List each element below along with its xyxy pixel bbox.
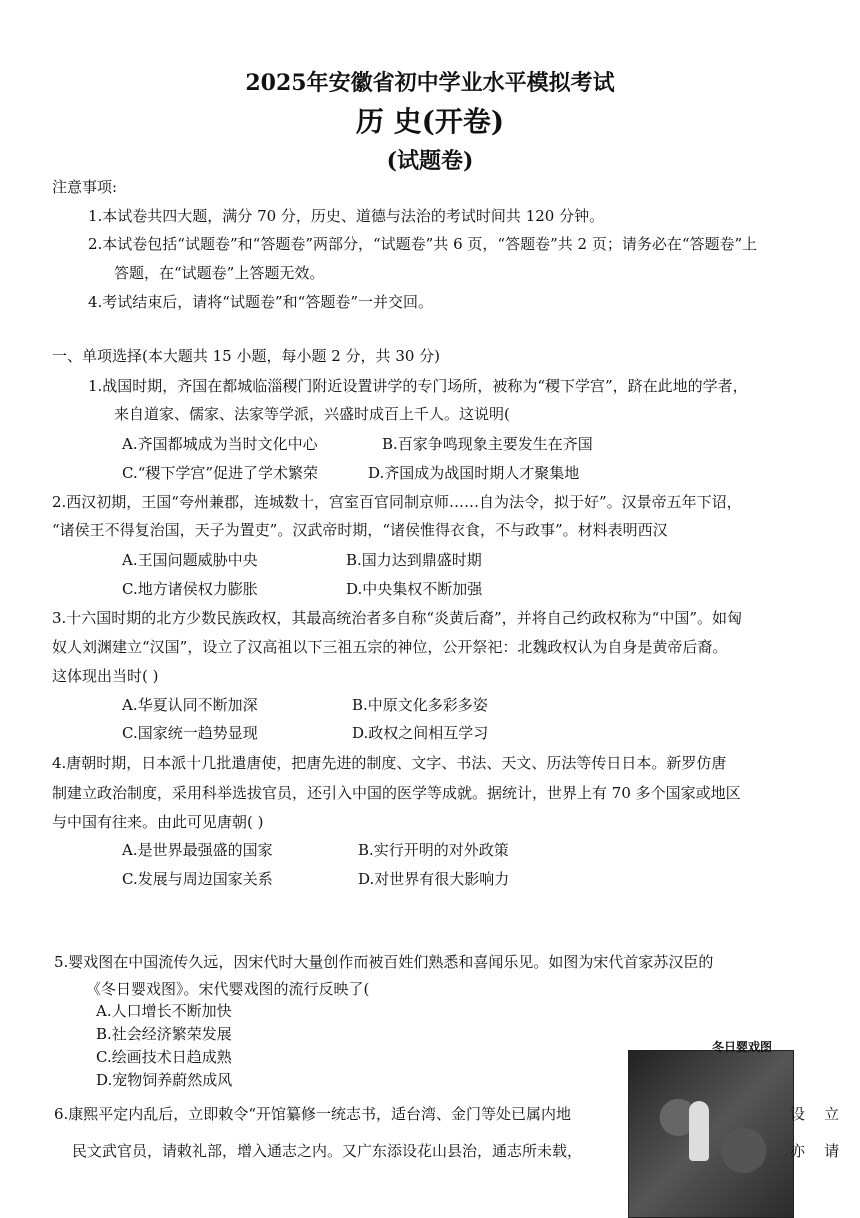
- q3-option-c: C.国家统一趋势显现: [122, 724, 258, 742]
- q4-option-d: D.对世界有很大影响力: [358, 870, 510, 888]
- q5-option-c: C.绘画技术日趋成熟: [96, 1048, 232, 1066]
- q6-stem-line1: 6.康熙平定内乱后，立即敕令“开馆纂修一统志书，适台湾、金门等处已属内地: [54, 1105, 571, 1123]
- q2-stem-line1: 2.西汉初期，王国“夸州兼郡，连城数十，宫室百官同制京师……自为法令，拟于好”。汉景帝五年下诏，: [52, 493, 742, 511]
- q6-stem-line1-end: 设 立: [790, 1105, 840, 1123]
- note-1: 1.本试卷共四大题，满分 70 分，历史、道德与法治的考试时间共 120 分钟。: [88, 207, 605, 225]
- q5-stem-line1: 5.婴戏图在中国流传久远，因宋代时大量创作而被百姓们熟悉和喜闻乐见。如图为宋代首家苏汉臣的: [54, 953, 714, 971]
- q4-stem-line3: 与中国有往来。由此可见唐朝( ): [52, 813, 264, 831]
- q2-option-d: D.中央集权不断加强: [346, 580, 483, 598]
- q5-option-a: A.人口增长不断加快: [96, 1002, 232, 1020]
- q3-option-a: A.华夏认同不断加深: [122, 696, 258, 714]
- q2-option-b: B.国力达到鼎盛时期: [346, 551, 482, 569]
- notes-heading: 注意事项:: [52, 178, 118, 196]
- q2-option-a: A.王国问题威胁中央: [122, 551, 258, 569]
- paper-label: (试题卷): [386, 148, 474, 174]
- q2-stem-line2: “诸侯王不得复治国，天子为置吏”。汉武帝时期，“诸侯惟得衣食，不与政事”。材料表明西汉: [52, 521, 668, 539]
- q6-stem-line2: 民文武官员，请敕礼部，增入通志之内。又广东添设花山县治，通志所未载，: [72, 1142, 583, 1160]
- q3-stem-line2: 奴人刘渊建立“汉国”，设立了汉高祖以下三祖五宗的神位，公开祭祀：北魏政权认为自身是黄帝后裔。: [52, 638, 728, 656]
- q1-option-b: B.百家争鸣现象主要发生在齐国: [382, 435, 593, 453]
- q4-stem-line2: 制建立政治制度，采用科举选拔官员，还引入中国的医学等成就。据统计，世界上有 70 多个国家或地区: [52, 784, 741, 802]
- q5-option-b: B.社会经济繁荣发展: [96, 1025, 232, 1043]
- section-heading: 一、单项选择(本大题共 15 小题，每小题 2 分，共 30 分): [52, 347, 441, 365]
- q4-option-a: A.是世界最强盛的国家: [122, 841, 273, 859]
- q3-stem-line1: 3.十六国时期的北方少数民族政权，其最高统治者多自称“炎黄后裔”，并将自己约政权称为“中国”。如匈: [52, 609, 742, 627]
- q5-stem-line2: 《冬日婴戏图》。宋代婴戏图的流行反映了(: [86, 980, 370, 998]
- q1-option-a: A.齐国都城成为当时文化中心: [122, 435, 318, 453]
- q1-option-d: D.齐国成为战国时期人才聚集地: [368, 464, 580, 482]
- q3-stem-line3: 这体现出当时( ): [52, 667, 159, 685]
- q6-stem-line2-end: 亦 请: [790, 1142, 840, 1160]
- q4-stem-line1: 4.唐朝时期，日本派十几批遣唐使，把唐先进的制度、文字、书法、天文、历法等传日日本。新罗仿唐: [52, 754, 727, 772]
- note-4: 4.考试结束后，请将“试题卷”和“答题卷”一并交回。: [88, 293, 433, 311]
- subject-title: 历 史(开卷): [355, 105, 505, 138]
- q4-option-b: B.实行开明的对外政策: [358, 841, 509, 859]
- q3-option-b: B.中原文化多彩多姿: [352, 696, 488, 714]
- exam-title: 2025年安徽省初中学业水平模拟考试: [245, 70, 615, 96]
- q2-option-c: C.地方诸侯权力膨胀: [122, 580, 258, 598]
- q1-stem-line2: 来自道家、儒家、法家等学派，兴盛时成百上千人。这说明(: [114, 405, 510, 423]
- q1-option-c: C.“稷下学宫”促进了学术繁荣: [122, 464, 319, 482]
- q1-stem-line1: 1.战国时期，齐国在都城临淄稷门附近设置讲学的专门场所，被称为“稷下学宫”，跻在此地的学者，: [88, 377, 748, 395]
- note-2-line2: 答题，在“试题卷”上答题无效。: [114, 264, 325, 282]
- painting-figure-1: [689, 1101, 709, 1161]
- q5-option-d: D.宠物饲养蔚然成风: [96, 1071, 233, 1089]
- note-2-line1: 2.本试卷包括“试题卷”和“答题卷”两部分，“试题卷”共 6 页，“答题卷”共 2 页；请务必在“答题卷”上: [88, 235, 758, 253]
- q3-option-d: D.政权之间相互学习: [352, 724, 489, 742]
- painting-image: [628, 1050, 794, 1218]
- painting-caption: 冬日婴戏图: [712, 1040, 773, 1054]
- q4-option-c: C.发展与周边国家关系: [122, 870, 273, 888]
